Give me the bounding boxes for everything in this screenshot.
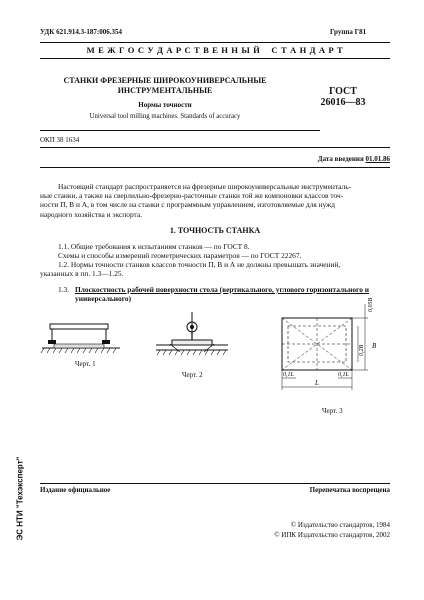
figure-2-drawing [150,310,235,360]
figure-3-dim-l1: 0,1L [283,372,294,378]
top-rule [40,42,390,43]
title-line-2: ИНСТРУМЕНТАЛЬНЫЕ [117,85,213,95]
figure-3-dim-side: 0,2B [359,344,365,356]
document-subtitle: Нормы точности [138,101,192,109]
intro-line-2: ные станки, а также на сверлильно-фрезерно-расточные станки той же компоновки классов точ- [40,191,344,201]
paragraph-1-1: 1.1. Общие требования к испытаниям станков — по ГОСТ 8. [58,242,250,251]
title-underline [40,130,320,131]
official-edition: Издание официальное [40,486,111,494]
paragraph-1-3-number: 1.3. [58,285,70,294]
figure-3-drawing [270,297,380,410]
intro-line-3: ности П, В и А, в том числе на станки с программным управлением, изготовляемые для нужд [40,200,336,210]
paragraph-1-2b: указанных в пп. 1.3—1.25. [40,269,124,278]
group-code: Группа Г81 [330,28,367,36]
footer-rule [40,483,390,484]
figure-1-drawing [40,316,125,356]
figure-3-caption: Черт. 3 [322,407,343,415]
intro-line-1: Настоящий стандарт распространяется на фрезерные широкоуниверсальные инструменталь- [58,182,352,191]
english-title: Universal tool milling machines. Standards of accuracy [89,113,241,120]
banner-rule [40,58,390,59]
figure-1-caption: Черт. 1 [75,360,96,368]
reprint-prohibited: Перепечатка воспрещена [309,486,390,494]
gost-number: 26016—83 [320,97,366,108]
gost-label: ГОСТ [329,86,357,97]
paragraph-1-1b: Схемы и способы измерений геометрических параметров — по ГОСТ 22267. [58,251,302,260]
figure-3-dim-l: L [315,379,319,387]
paragraph-1-2a: 1.2. Нормы точности станков классов точности П, В и А не должны превышать значений, [58,260,341,269]
figure-3-dim-l2: 0,1L [338,372,349,378]
okp-rule [40,147,390,148]
introduction-date-value: 01.01.86 [365,155,390,163]
figure-2-caption: Черт. 2 [182,371,203,379]
paragraph-1-3-line-1: Плоскостность рабочей поверхности стола (вертикального, углового горизонтального и [75,285,370,294]
udk-code: УДК 621.914.3-187:006.354 [40,28,122,36]
introduction-date [250,155,390,163]
title-line-1: СТАНКИ ФРЕЗЕРНЫЕ ШИРОКОУНИВЕРСАЛЬНЫЕ [63,76,267,85]
interstate-standard-banner: М Е Ж Г О С У Д А Р С Т В Е Н Н Ы Й С Т А Н Д А Р Т [86,45,344,55]
side-stamp-text: ЭС НТИ "Техэксперт" [15,456,25,541]
figure-3-dim-b: B [372,342,377,350]
section-heading: 1. ТОЧНОСТЬ СТАНКА [169,226,261,235]
figure-3-dim-top: 0,05B [368,297,374,312]
document-title [40,76,290,95]
intro-line-4: народного хозяйства и экспорта. [40,209,142,219]
date-rule [40,167,390,168]
copyright-2002: © ИПК Издательство стандартов, 2002 [274,531,390,539]
introduction-date-label: Дата введения [317,155,366,163]
side-stamp [14,430,26,570]
gost-block [318,86,368,108]
okp-code: ОКП 38 1634 [40,136,80,144]
intro-paragraph [40,182,392,219]
copyright-1984: © Издательство стандартов, 1984 [290,521,390,529]
paragraph-1-3-line-2: универсального) [75,294,132,304]
